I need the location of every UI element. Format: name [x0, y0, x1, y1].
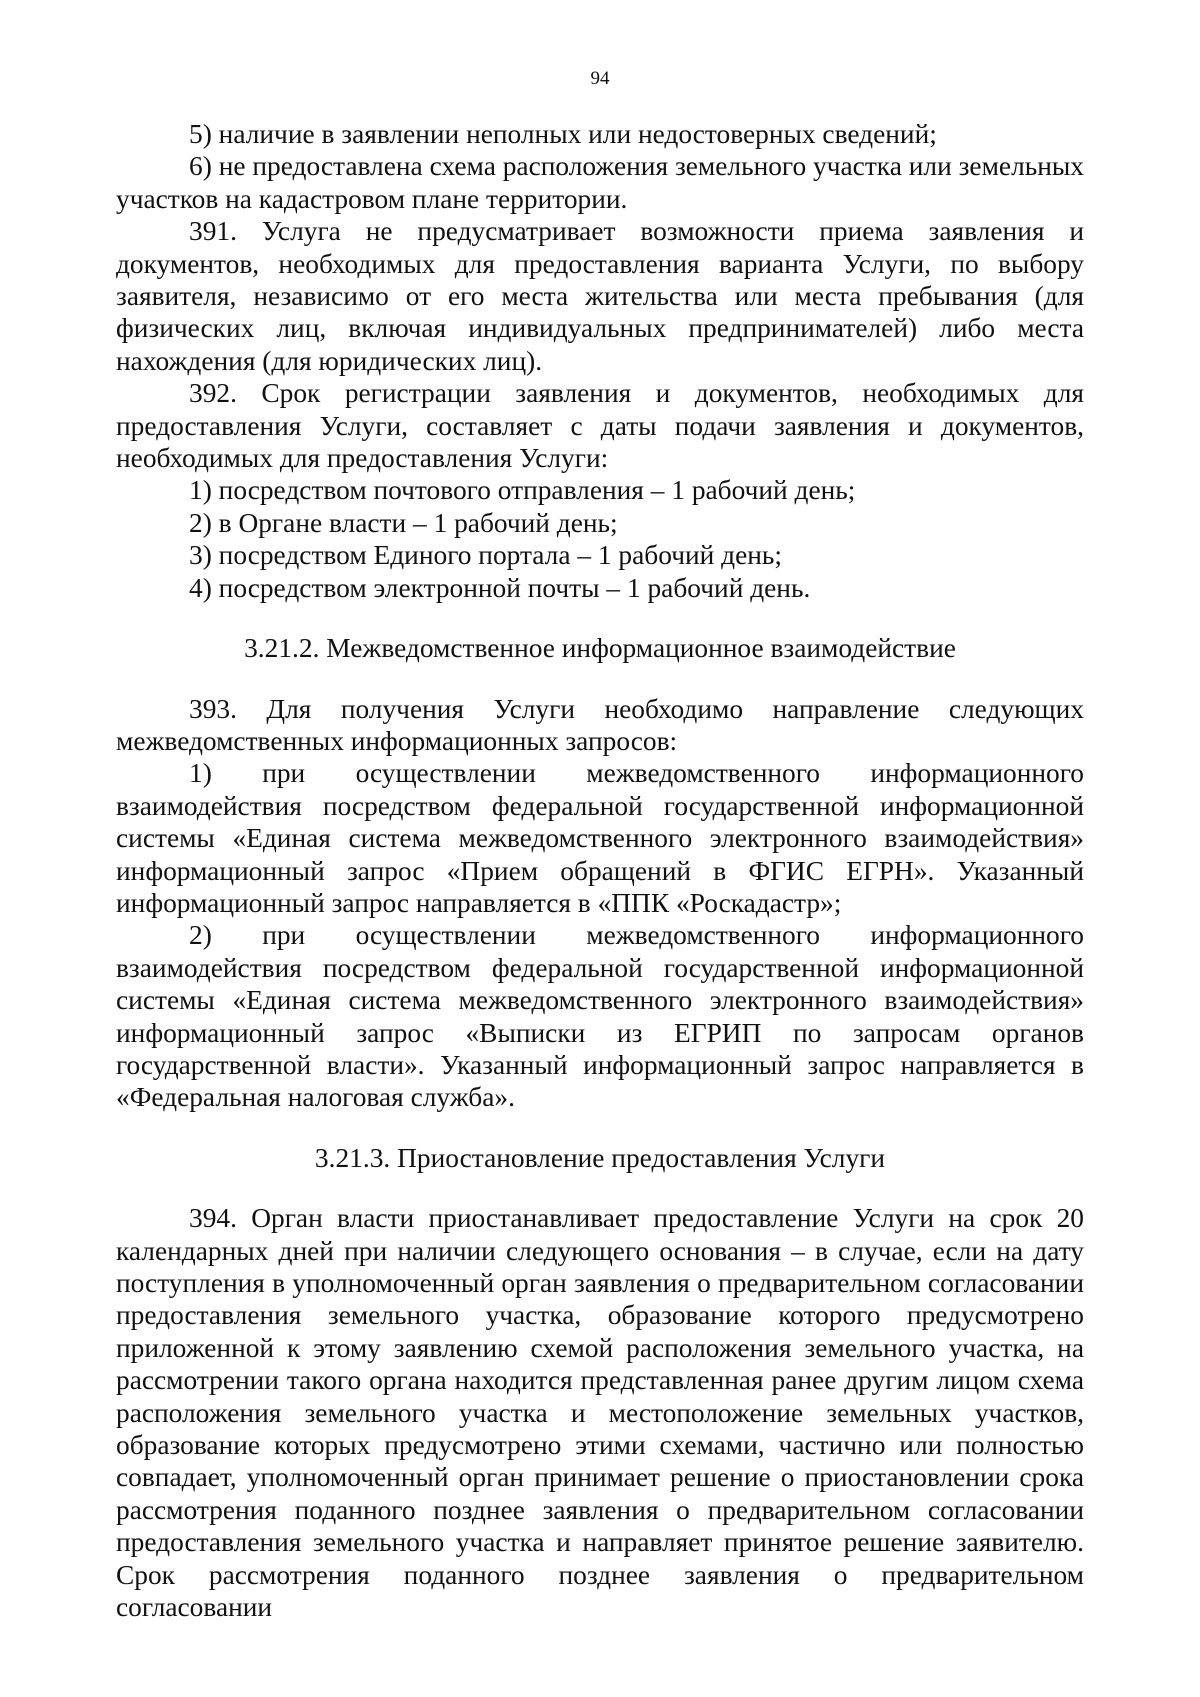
section-heading-3-21-2: 3.21.2. Межведомственное информационное взаимодействие	[244, 633, 956, 664]
list-item-4-email: 4) посредством электронной почты – 1 рабочий день.	[189, 572, 811, 603]
paragraph-391: 391. Услуга не предусматривает возможности приема заявления и документов, необходимых для предоставления варианта Услуги, по выбору заявителя, независимо от его места жительства или места пребывания (для физических лиц, включая индивидуальных предпринимателей) либо места нахождения (для юридических лиц).	[116, 216, 1084, 376]
section-heading-3-21-3: 3.21.3. Приостановление предоставления Услуги	[314, 1142, 886, 1173]
paragraph-393: 393. Для получения Услуги необходимо направление следующих межведомственных информационных запросов:	[116, 693, 1084, 756]
list-item-2-egrip: 2) при осуществлении межведомственного информационного взаимодействия посредством федеральной государственной информационной системы «Единая система межведомственного электронного взаимодействия» информационный запрос «Выписки из ЕГРИП по запросам органов государственной власти». Указанный информационный запрос направляется в «Федеральная налоговая служба».	[116, 920, 1084, 1113]
paragraph-394: 394. Орган власти приостанавливает предоставление Услуги на срок 20 календарных дней при наличии следующего основания – в случае, если на дату поступления в уполномоченный орган заявления о предварительном согласовании предоставления земельного участка, образование которого предусмотрено приложенной к этому заявлению схемой расположения земельного участка, на рассмотрении такого органа находится представленная ранее другим лицом схема расположения земельного участка и местоположение земельных участков, образование которых предусмотрено этими схемами, частично или полностью совпадает, уполномоченный орган принимает решение о приостановлении срока рассмотрения поданного позднее заявления о предварительном согласовании предоставления земельного участка и направляет принятое решение заявителю. Срок рассмотрения поданного позднее заявления о предварительном согласовании	[116, 1203, 1084, 1623]
page-number: 94	[590, 68, 610, 89]
list-item-2-authority: 2) в Органе власти – 1 рабочий день;	[189, 507, 618, 538]
document-body	[116, 118, 1084, 1623]
list-item-1-egrn: 1) при осуществлении межведомственного информационного взаимодействия посредством федеральной государственной информационной системы «Единая система межведомственного электронного взаимодействия» информационный запрос «Прием обращений в ФГИС ЕГРН». Указанный информационный запрос направляется в «ППК «Роскадастр»;	[116, 758, 1084, 918]
list-item-1-mail: 1) посредством почтового отправления – 1 рабочий день;	[189, 475, 856, 506]
list-item-3-portal: 3) посредством Единого портала – 1 рабочий день;	[189, 540, 783, 571]
list-item-5: 5) наличие в заявлении неполных или недостоверных сведений;	[189, 119, 937, 149]
paragraph-392: 392. Срок регистрации заявления и документов, необходимых для предоставления Услуги, составляет с даты подачи заявления и документов, необходимых для предоставления Услуги:	[116, 378, 1084, 474]
list-item-6: 6) не предоставлена схема расположения земельного участка или земельных участков на кадастровом плане территории.	[116, 151, 1084, 214]
